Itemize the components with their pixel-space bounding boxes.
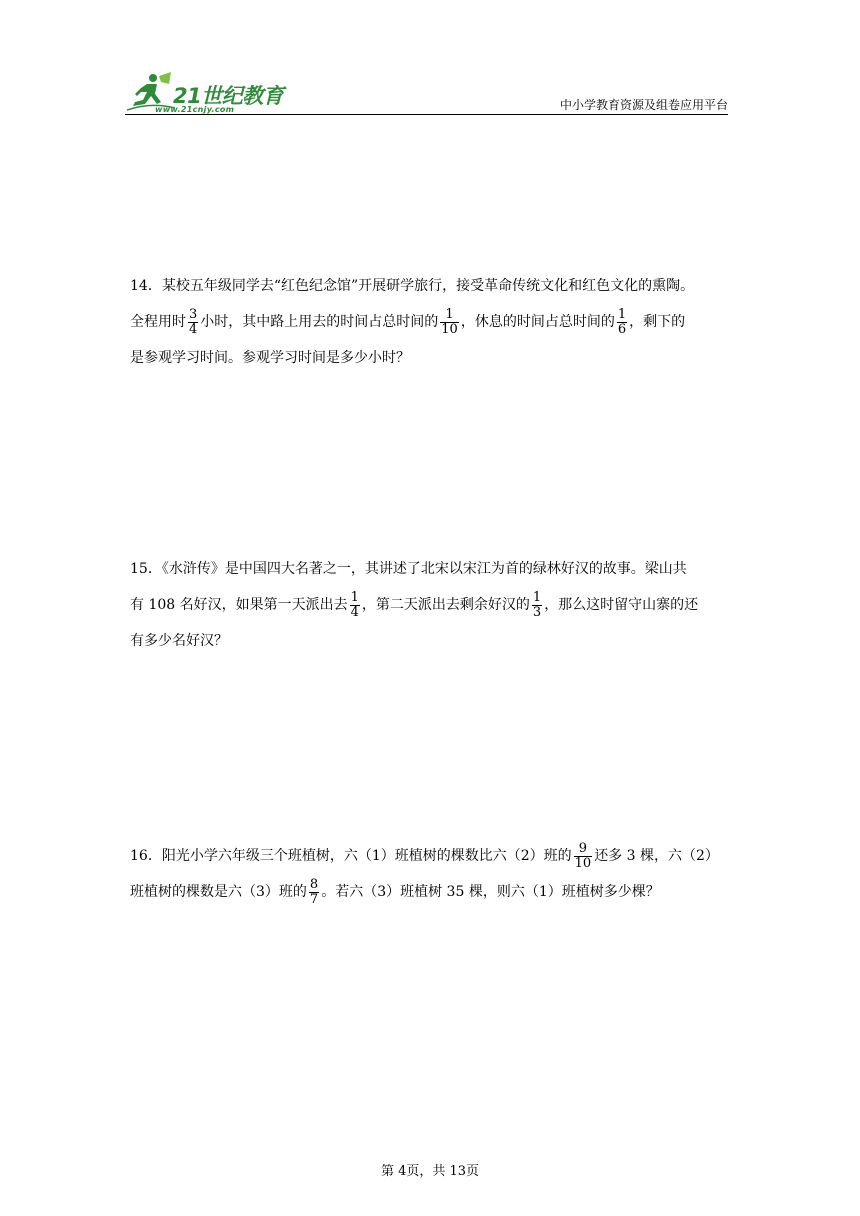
question-text: 15．《水浒传》是中国四大名著之一，其讲述了北宋以宋江为首的绿林好汉的故事。梁山共: [130, 561, 687, 577]
platform-name: 中小学教育资源及组卷应用平台: [559, 98, 728, 112]
page-header: [125, 66, 728, 116]
fraction: [532, 591, 542, 620]
fraction: [617, 308, 627, 337]
question-text: 小时，其中路上用去的时间占总时间的: [200, 314, 439, 330]
question-line: [130, 304, 730, 340]
fraction: [440, 308, 459, 337]
question-line: [130, 838, 730, 874]
question-line: [130, 551, 730, 587]
page-number: 第 4页，共 13页: [380, 1164, 480, 1179]
fraction-numerator: 9: [578, 840, 588, 856]
question-line: [130, 874, 730, 910]
question-text: 全程用时: [130, 314, 186, 330]
question-text: ，休息的时间占总时间的: [460, 314, 615, 330]
fraction-numerator: 8: [309, 876, 319, 892]
logo: [125, 70, 290, 114]
question-text: ，那么这时留守山寨的还: [544, 597, 699, 613]
question-text: 16．阳光小学六年级三个班植树，六（1）班植树的棵数比六（2）班的: [130, 848, 572, 864]
fraction-numerator: 1: [532, 589, 542, 605]
question-text: 还多 3 棵，六（2）: [594, 848, 719, 864]
header-rule: [125, 114, 728, 115]
fraction-denominator: 10: [574, 855, 592, 871]
question-text: 。若六（3）班植树 35 棵，则六（1）班植树多少棵？: [321, 884, 660, 900]
question-16: [130, 838, 730, 910]
question-text: ，第二天派出去剩余好汉的: [361, 597, 530, 613]
question-line: [130, 623, 730, 659]
fraction-numerator: 1: [617, 306, 627, 322]
fraction: [188, 308, 198, 337]
question-text: 班植树的棵数是六（3）班的: [130, 884, 307, 900]
fraction: [350, 591, 360, 620]
fraction-denominator: 3: [532, 604, 542, 620]
question-text: 是参观学习时间。参观学习时间是多少小时？: [130, 350, 410, 366]
fraction: [309, 878, 319, 907]
fraction-numerator: 1: [445, 306, 454, 322]
logo-text: 21世纪教育: [173, 84, 284, 108]
question-line: [130, 268, 730, 304]
question-line: [130, 587, 730, 623]
logo-url: www.21cnjy.com: [155, 105, 235, 114]
fraction-numerator: 1: [350, 589, 359, 605]
question-text: 14．某校五年级同学去“红色纪念馆”开展研学旅行，接受革命传统文化和红色文化的熏陶。: [130, 278, 695, 294]
fraction-denominator: 7: [309, 891, 319, 907]
fraction-denominator: 4: [189, 321, 198, 337]
fraction-denominator: 10: [441, 321, 458, 337]
fraction-numerator: 3: [189, 306, 198, 322]
fraction-denominator: 6: [617, 321, 627, 337]
fraction: [574, 842, 593, 871]
question-line: [130, 340, 730, 376]
question-15: [130, 551, 730, 659]
question-14: [130, 268, 730, 376]
question-text: 有 108 名好汉，如果第一天派出去: [130, 597, 348, 613]
question-text: 有多少名好汉？: [130, 633, 228, 649]
fraction-denominator: 4: [350, 604, 359, 620]
question-text: ，剩下的: [629, 314, 686, 330]
